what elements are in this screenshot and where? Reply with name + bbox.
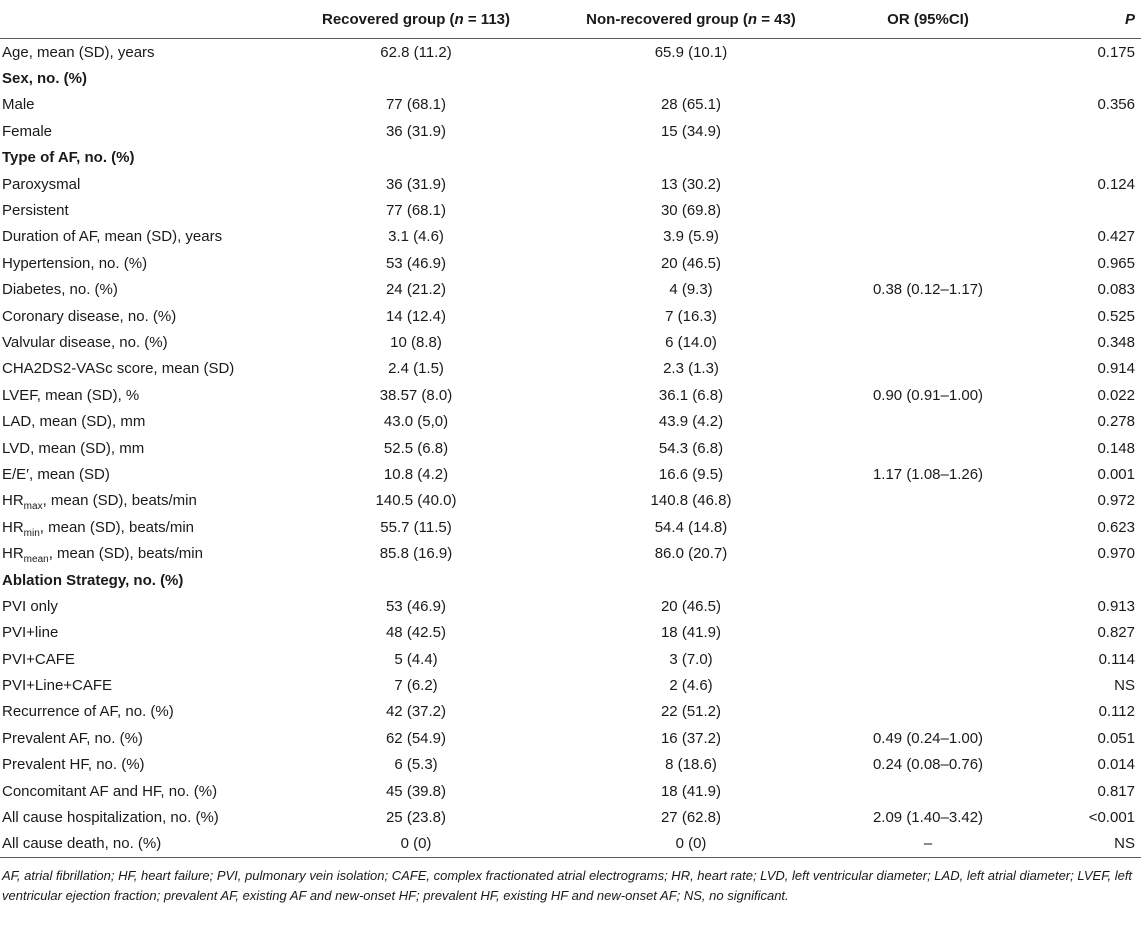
cell-nonrecovered: 65.9 (10.1): [654, 43, 728, 61]
cell-odds-ratio: 0.24 (0.08–0.76): [872, 756, 984, 774]
cell-p-value: 0.112: [1098, 703, 1135, 721]
cell-p-value: 0.965: [1097, 254, 1135, 272]
cell-recovered: 6 (5.3): [394, 756, 438, 774]
cell-recovered: 85.8 (16.9): [379, 545, 453, 563]
cell-recovered: 42 (37.2): [385, 703, 447, 721]
cell-p-value: 0.356: [1097, 96, 1135, 114]
cell-odds-ratio: [850, 171, 1006, 197]
cell-nonrecovered: 18 (41.9): [660, 624, 722, 642]
cell-p-value: [1006, 145, 1141, 171]
cell-p-value: NS: [1006, 831, 1141, 858]
table-row: [0, 382, 1141, 408]
cell-odds-ratio: [850, 65, 1006, 91]
row-label-subscript: min: [23, 527, 40, 539]
cell-odds-ratio: 0.90 (0.91–1.00): [872, 386, 984, 404]
cell-p-value: 0.972: [1097, 492, 1135, 510]
cell-odds-ratio: –: [850, 831, 1006, 858]
cell-p-value: 0.817: [1097, 782, 1135, 800]
header-variable: [0, 0, 300, 39]
row-label: PVI+CAFE: [2, 650, 75, 668]
cell-nonrecovered: [532, 65, 850, 91]
row-label: PVI+line: [2, 624, 59, 642]
header-recovered-n: n: [454, 10, 464, 28]
cell-p-value: NS: [1114, 677, 1135, 695]
cell-nonrecovered: [532, 567, 850, 593]
header-odds-ratio: OR (95%CI): [850, 0, 1006, 39]
cell-p-value: 0.148: [1097, 439, 1135, 457]
table-row: [0, 171, 1141, 197]
row-label: LAD, mean (SD), mm: [2, 413, 146, 431]
cell-odds-ratio: [850, 778, 1006, 804]
cell-p-value: 0.827: [1097, 624, 1135, 642]
cell-nonrecovered: 3.9 (5.9): [663, 228, 719, 246]
cell-recovered: 48 (42.5): [385, 624, 447, 642]
row-label-rest: , mean (SD), beats/min: [39, 518, 195, 536]
cell-odds-ratio: [850, 92, 1006, 118]
row-label-base: HR: [2, 518, 24, 536]
table-row: [0, 646, 1141, 672]
cell-p-value: [1006, 65, 1141, 91]
table-row: [0, 39, 1141, 66]
cell-p-value: 0.022: [1097, 386, 1135, 404]
row-label: Concomitant AF and HF, no. (%): [2, 782, 218, 800]
table-row: [0, 488, 1141, 514]
cell-recovered: 0 (0): [300, 831, 532, 858]
cell-p-value: <0.001: [1088, 809, 1135, 827]
cell-recovered: 38.57 (8.0): [379, 386, 453, 404]
row-label-rest: , mean (SD), beats/min: [48, 545, 203, 563]
table-row: [0, 408, 1141, 434]
cell-odds-ratio: [850, 408, 1006, 434]
table-row: [0, 356, 1141, 382]
table-row: [0, 435, 1141, 461]
cell-odds-ratio: [850, 620, 1006, 646]
row-label: Diabetes, no. (%): [2, 281, 118, 299]
row-label: Persistent: [2, 202, 69, 220]
row-label: Age, mean (SD), years: [2, 43, 155, 61]
cell-recovered: 43.0 (5,0): [383, 413, 449, 431]
table-row: [0, 540, 1141, 566]
cell-recovered: 14 (12.4): [385, 307, 447, 325]
cell-p-value: 0.278: [1097, 413, 1135, 431]
cell-nonrecovered: 8 (18.6): [665, 756, 717, 774]
cell-p-value: [1006, 197, 1141, 223]
row-label: E/E′, mean (SD): [2, 465, 110, 483]
cell-recovered: 140.5 (40.0): [375, 492, 457, 510]
row-label: PVI only: [2, 597, 58, 615]
row-label: [0, 540, 300, 566]
cell-nonrecovered: 54.3 (6.8): [658, 439, 724, 457]
cell-p-value: 0.001: [1097, 465, 1135, 483]
table-row: [0, 699, 1141, 725]
cell-nonrecovered: 2 (4.6): [669, 677, 713, 695]
header-nonrecovered-prefix: Non-recovered group (: [586, 10, 748, 28]
row-label-base: HR: [2, 492, 24, 510]
table-row: [0, 672, 1141, 698]
table-row: [0, 277, 1141, 303]
cell-nonrecovered: 3 (7.0): [669, 650, 713, 668]
row-label: Recurrence of AF, no. (%): [2, 703, 174, 721]
cell-p-value: 0.124: [1097, 175, 1135, 193]
cell-odds-ratio: [850, 224, 1006, 250]
table-header: [0, 0, 1141, 39]
row-label-subscript: mean: [23, 554, 49, 566]
header-nonrecovered-group: [532, 0, 850, 39]
cell-p-value: 0.525: [1097, 307, 1135, 325]
row-label: Duration of AF, mean (SD), years: [2, 228, 223, 246]
cell-p-value: 0.051: [1097, 729, 1135, 747]
cell-recovered: 36 (31.9): [385, 122, 447, 140]
table-section-row: [0, 145, 1141, 171]
cell-odds-ratio: [850, 197, 1006, 223]
cell-p-value: 0.427: [1097, 228, 1135, 246]
cell-nonrecovered: 16 (37.2): [660, 729, 722, 747]
row-label: Prevalent AF, no. (%): [2, 729, 143, 747]
header-nonrecovered-n: n: [747, 10, 758, 28]
cell-recovered: 10.8 (4.2): [383, 465, 449, 483]
cell-odds-ratio: 2.09 (1.40–3.42): [872, 809, 984, 827]
cell-odds-ratio: [850, 699, 1006, 725]
row-label-rest: , mean (SD), beats/min: [42, 492, 197, 510]
table-row: [0, 250, 1141, 276]
cell-odds-ratio: [850, 540, 1006, 566]
row-label: [0, 488, 300, 514]
cell-p-value: 0.348: [1097, 333, 1135, 351]
cell-recovered: 5 (4.4): [394, 650, 438, 668]
table-row: [0, 620, 1141, 646]
cell-p-value: 0.114: [1098, 650, 1135, 668]
cell-odds-ratio: [850, 118, 1006, 144]
cell-odds-ratio: [850, 435, 1006, 461]
cell-nonrecovered: 43.9 (4.2): [658, 413, 724, 431]
cell-nonrecovered: 16.6 (9.5): [658, 465, 724, 483]
cell-nonrecovered: 4 (9.3): [669, 281, 713, 299]
table-row: [0, 461, 1141, 487]
cell-p-value: 0.970: [1097, 545, 1135, 563]
row-label: All cause death, no. (%): [0, 831, 300, 858]
cell-nonrecovered: 13 (30.2): [660, 175, 722, 193]
cell-recovered: 45 (39.8): [385, 782, 447, 800]
cell-odds-ratio: [850, 356, 1006, 382]
cell-odds-ratio: [850, 593, 1006, 619]
cell-recovered: 36 (31.9): [385, 175, 447, 193]
cell-odds-ratio: [850, 672, 1006, 698]
row-label: [0, 514, 300, 540]
cell-recovered: 7 (6.2): [394, 677, 438, 695]
cell-recovered: 24 (21.2): [385, 281, 447, 299]
table-row: [0, 329, 1141, 355]
cell-odds-ratio: [850, 329, 1006, 355]
cell-odds-ratio: [850, 145, 1006, 171]
cell-nonrecovered: 20 (46.5): [660, 597, 722, 615]
header-nonrecovered-suffix: = 43): [757, 10, 796, 28]
row-label-base: HR: [2, 545, 24, 563]
table-row: [0, 831, 1141, 858]
table-row: [0, 804, 1141, 830]
header-recovered-suffix: = 113): [463, 10, 510, 28]
header-recovered-prefix: Recovered group (: [322, 10, 455, 28]
cell-recovered: [300, 65, 532, 91]
header-row: [0, 0, 1141, 39]
row-label: PVI+Line+CAFE: [2, 677, 113, 695]
cell-p-value: [1006, 567, 1141, 593]
cell-recovered: 62.8 (11.2): [380, 43, 452, 61]
cell-nonrecovered: 20 (46.5): [660, 254, 722, 272]
cell-recovered: [300, 567, 532, 593]
cell-odds-ratio: [850, 646, 1006, 672]
table-row: [0, 725, 1141, 751]
table-section-row: [0, 65, 1141, 91]
cell-p-value: 0.175: [1097, 43, 1135, 61]
cell-nonrecovered: 27 (62.8): [660, 809, 722, 827]
cell-odds-ratio: [850, 514, 1006, 540]
cell-nonrecovered: 0 (0): [532, 831, 850, 858]
cell-recovered: [300, 145, 532, 171]
table-row: [0, 224, 1141, 250]
row-label-subscript: max: [23, 501, 43, 513]
cell-p-value: 0.913: [1097, 597, 1135, 615]
cell-recovered: 10 (8.8): [390, 333, 442, 351]
cell-nonrecovered: 18 (41.9): [660, 782, 722, 800]
cell-odds-ratio: [850, 39, 1006, 66]
cell-recovered: 53 (46.9): [385, 597, 447, 615]
cell-nonrecovered: 30 (69.8): [660, 202, 722, 220]
cell-odds-ratio: [850, 567, 1006, 593]
table-row: [0, 197, 1141, 223]
cell-nonrecovered: 86.0 (20.7): [654, 545, 728, 563]
cell-odds-ratio: 0.38 (0.12–1.17): [872, 281, 984, 299]
cell-recovered: 52.5 (6.8): [383, 439, 449, 457]
cell-recovered: 2.4 (1.5): [388, 360, 444, 378]
row-label: Ablation Strategy, no. (%): [2, 571, 184, 589]
table-row: [0, 118, 1141, 144]
cell-recovered: 55.7 (11.5): [380, 518, 452, 536]
row-label: Valvular disease, no. (%): [2, 333, 168, 351]
cell-odds-ratio: [850, 488, 1006, 514]
cell-recovered: 77 (68.1): [385, 202, 447, 220]
cell-p-value: [1006, 118, 1141, 144]
row-label: LVEF, mean (SD), %: [2, 386, 140, 404]
cell-recovered: 62 (54.9): [385, 729, 447, 747]
cell-p-value: 0.914: [1097, 360, 1135, 378]
cell-odds-ratio: [850, 250, 1006, 276]
cell-recovered: 77 (68.1): [385, 96, 447, 114]
header-p-value: P: [1006, 0, 1141, 39]
row-label: Paroxysmal: [2, 175, 81, 193]
cell-p-value: 0.623: [1097, 518, 1135, 536]
row-label: Male: [2, 96, 35, 114]
row-label: Coronary disease, no. (%): [2, 307, 177, 325]
cell-nonrecovered: 140.8 (46.8): [650, 492, 732, 510]
cell-nonrecovered: 28 (65.1): [660, 96, 722, 114]
table-footnote: AF, atrial fibrillation; HF, heart failure; PVI, pulmonary vein isolation; CAFE, complex fractionated atrial electrograms; HR, heart rate; LVD, left ventricular diameter; LAD, left atrial diameter; LVEF, left ventricular ejection fraction; prevalent AF, existing AF and new-onset HF; prevalent HF, existing HF and new-onset AF; NS, no significant.: [2, 868, 1133, 904]
row-label: Prevalent HF, no. (%): [2, 756, 145, 774]
cell-odds-ratio: [850, 303, 1006, 329]
cell-p-value: 0.083: [1097, 281, 1135, 299]
row-label: All cause hospitalization, no. (%): [2, 809, 219, 827]
table-row: [0, 92, 1141, 118]
row-label: CHA2DS2-VASc score, mean (SD): [2, 360, 235, 378]
cell-recovered: 53 (46.9): [385, 254, 447, 272]
row-label: Female: [2, 122, 53, 140]
header-recovered-group: [300, 0, 532, 39]
table-row: [0, 752, 1141, 778]
table-body: [0, 39, 1141, 858]
row-label: Type of AF, no. (%): [2, 149, 135, 167]
cell-p-value: 0.014: [1097, 756, 1135, 774]
cell-nonrecovered: 2.3 (1.3): [663, 360, 719, 378]
cell-nonrecovered: 6 (14.0): [665, 333, 717, 351]
table-row: [0, 593, 1141, 619]
cell-nonrecovered: 7 (16.3): [665, 307, 717, 325]
cell-recovered: 3.1 (4.6): [388, 228, 444, 246]
cell-odds-ratio: 0.49 (0.24–1.00): [872, 729, 984, 747]
cell-nonrecovered: 36.1 (6.8): [658, 386, 724, 404]
cell-nonrecovered: 15 (34.9): [660, 122, 722, 140]
cell-nonrecovered: 54.4 (14.8): [654, 518, 728, 536]
cell-odds-ratio: 1.17 (1.08–1.26): [872, 465, 984, 483]
table-row: [0, 778, 1141, 804]
table-section-row: [0, 567, 1141, 593]
row-label: LVD, mean (SD), mm: [2, 439, 145, 457]
row-label: Hypertension, no. (%): [2, 254, 148, 272]
cell-recovered: 25 (23.8): [385, 809, 447, 827]
row-label: Sex, no. (%): [2, 70, 88, 88]
table-row: [0, 514, 1141, 540]
cell-nonrecovered: [532, 145, 850, 171]
table-row: [0, 303, 1141, 329]
cell-nonrecovered: 22 (51.2): [660, 703, 722, 721]
